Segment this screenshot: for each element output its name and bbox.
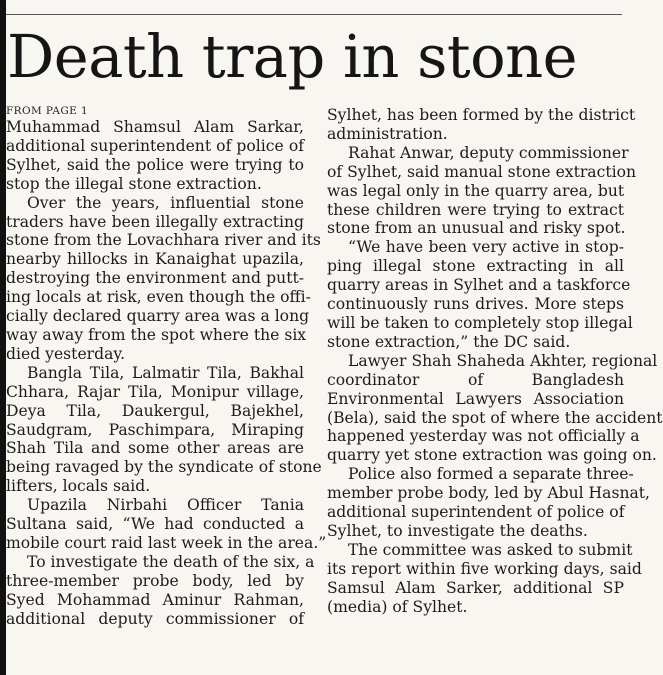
article-text-line: additional superintendent of police of — [327, 503, 625, 522]
article-text-line: these children were trying to extract — [327, 200, 624, 219]
article-text-line: cially declared quarry area was a long — [6, 307, 310, 326]
article-column-left — [6, 104, 327, 669]
article-text-line: traders have been illegally extracting — [6, 212, 304, 231]
article-text-line: Shah Tila and some other areas are — [6, 439, 304, 458]
article-text-line: Police also formed a separate three- — [348, 465, 634, 484]
article-text-line: Saudgram, Paschimpara, Miraping — [6, 420, 304, 439]
article-text-line: Chhara, Rajar Tila, Monipur village, — [6, 382, 304, 401]
column-body-right — [327, 106, 663, 616]
article-text-line: Deya Tila, Daukergul, Bajekhel, — [6, 401, 304, 420]
article-text-line: died yesterday. — [6, 344, 126, 363]
article-text-line: Sylhet, to investigate the deaths. — [327, 521, 588, 540]
article-text-line: continuously runs drives. More steps — [327, 295, 624, 314]
article-text-line: Over the years, influential stone — [27, 193, 304, 212]
article-text-line: will be taken to completely stop illegal — [327, 313, 633, 332]
article-text-line: destroying the environment and putt- — [6, 269, 304, 288]
article-text-line: member probe body, led by Abul Hasnat, — [327, 484, 651, 503]
article-text-line: three-member probe body, led by — [6, 571, 304, 590]
continuation-kicker: FROM PAGE 1 — [6, 105, 89, 117]
column-body-left — [6, 118, 327, 628]
headline: Death trap in stone — [7, 22, 578, 91]
article-text-line: The committee was asked to submit — [348, 540, 633, 559]
article-text-line: stop the illegal stone extraction. — [6, 174, 262, 193]
article-text-line: lifters, locals said. — [6, 477, 151, 496]
article-text-line: stone extraction,” the DC said. — [327, 332, 571, 351]
article-text-line: Rahat Anwar, deputy commissioner — [348, 143, 629, 162]
article-text-line: (media) of Sylhet. — [327, 597, 468, 616]
article-text-line: (Bela), said the spot of where the accident — [327, 408, 663, 427]
article-text-line: Sylhet, said the police were trying to — [6, 155, 304, 174]
article-text-line: additional deputy commissioner of — [6, 609, 304, 628]
article-text-line: administration. — [327, 124, 448, 143]
article-text-line: Muhammad Shamsul Alam Sarkar, — [6, 118, 304, 136]
article-column-right — [327, 106, 663, 671]
article-text-line: additional superintendent of police of — [6, 136, 304, 155]
article-text-line: Lawyer Shah Shaheda Akhter, regional — [348, 351, 658, 370]
article-text-line: coordinator of Bangladesh — [327, 370, 624, 389]
article-text-line: was legal only in the quarry area, but — [327, 181, 625, 200]
article-text-line: of Sylhet, said manual stone extraction — [327, 162, 637, 181]
article-text-line: quarry yet stone extraction was going on. — [327, 446, 657, 465]
article-text-line: being ravaged by the syndicate of stone — [6, 458, 322, 477]
article-text-line: ping illegal stone extracting in all — [327, 257, 624, 276]
article-text-line: way away from the spot where the six — [6, 325, 307, 344]
article-text-line: quarry areas in Sylhet and a taskforce — [327, 276, 631, 295]
article-text-line: Sylhet, has been formed by the district — [327, 106, 636, 124]
article-text-line: Bangla Tila, Lalmatir Tila, Bakhal — [27, 363, 304, 382]
article-text-line: ing locals at risk, even though the offi- — [6, 288, 311, 307]
article-text-line: stone from an unusual and risky spot. — [327, 219, 626, 238]
article-text-line: Samsul Alam Sarker, additional SP — [327, 578, 624, 597]
article-text-line: Upazila Nirbahi Officer Tania — [27, 496, 304, 515]
article-text-line: Syed Mohammad Aminur Rahman, — [6, 590, 304, 609]
article-text-line: stone from the Lovachhara river and its — [6, 231, 321, 250]
article-text-line: happened yesterday was not officially a — [327, 427, 640, 446]
article-text-line: To investigate the death of the six, a — [27, 552, 315, 571]
article-text-line: Sultana said, “We had conducted a — [6, 515, 304, 534]
article-text-line: its report within five working days, said — [327, 559, 642, 578]
article-text-line: “We have been very active in stop- — [348, 238, 624, 257]
article-text-line: nearby hillocks in Kanaighat upazila, — [6, 250, 304, 269]
article-text-line: mobile court raid last week in the area.” — [6, 533, 327, 552]
article-text-line: Environmental Lawyers Association — [327, 389, 624, 408]
